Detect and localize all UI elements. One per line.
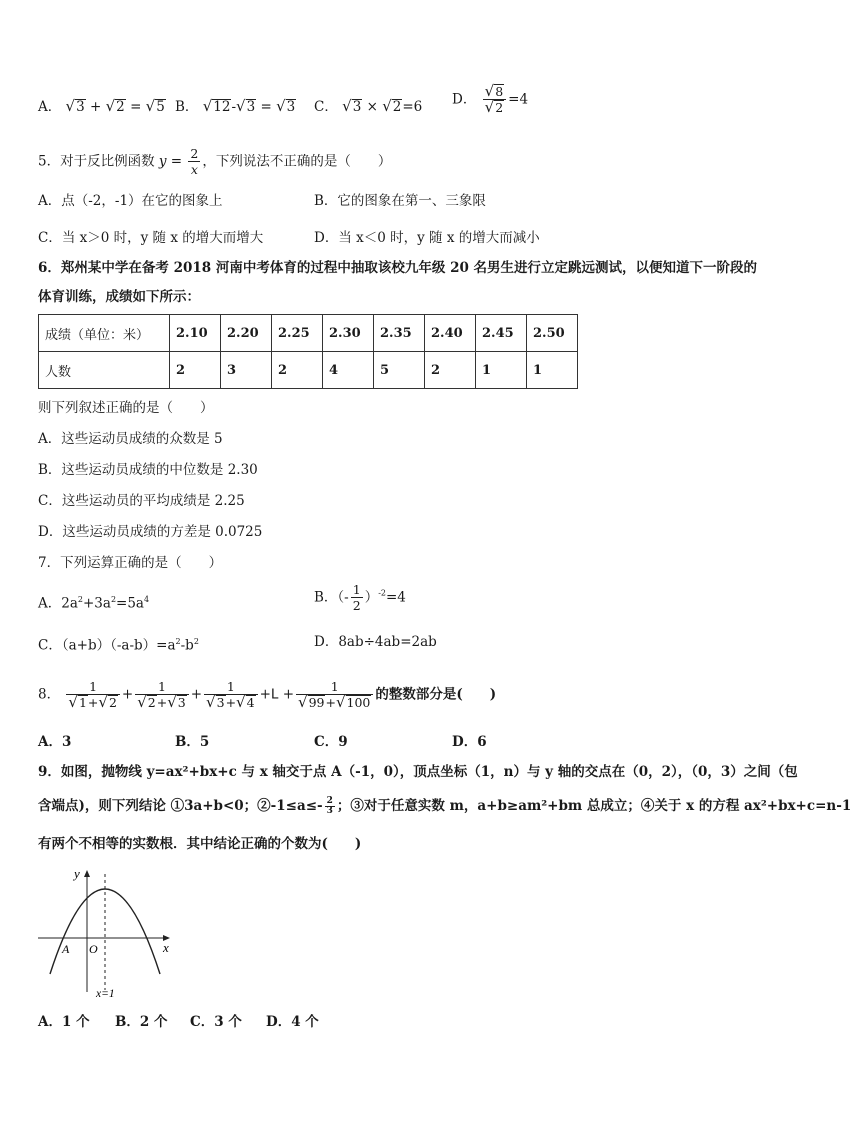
table-row — [39, 352, 578, 389]
q5-option-b: B．它的图象在第一、三象限 — [314, 193, 486, 209]
table-cell: 1 — [476, 352, 527, 389]
q7-option-c: C．$(a+b)(-a-b)=a^2-b^2$ — [38, 637, 199, 654]
sqrt-3: √3 — [65, 97, 85, 115]
fraction-2-over-x: $\frac{2}{x}$ — [190, 146, 199, 177]
q8-option-d: D．6 — [452, 734, 487, 750]
fraction-term-last: $\frac{1}{√99+√100}$ — [296, 679, 373, 710]
fraction-1-over-2: $\frac{1}{2}$ — [352, 582, 361, 613]
sqrt-3: √3 — [236, 97, 256, 115]
symmetry-axis-label: x=1 — [96, 988, 115, 1000]
table-cell: 2 — [425, 352, 476, 389]
x-axis-label: x — [163, 940, 169, 955]
q8-option-c: C．9 — [314, 734, 348, 750]
fraction-2-over-3: $\frac{2}{3}$ — [326, 796, 333, 816]
table-cell: 2.20 — [221, 315, 272, 352]
table-cell: 2.30 — [323, 315, 374, 352]
q6-stem-line2: 体育训练，成绩如下所示： — [38, 289, 200, 305]
table-cell: 2 — [170, 352, 221, 389]
y-axis-arrow — [84, 870, 90, 877]
q6-option-d: D．这些运动员成绩的方差是 0.0725 — [38, 524, 263, 540]
q5-option-a: A．点（-2，-1）在它的图象上 — [38, 193, 223, 209]
q9-option-b: B．2 个 — [115, 1014, 168, 1030]
table-cell: 2.50 — [527, 315, 578, 352]
q9-stem-line3: 有两个不相等的实数根．其中结论正确的个数为( ) — [38, 836, 362, 852]
fraction-sqrt8-over-sqrt2: $\frac{√8}{√2}$ — [483, 84, 507, 115]
fraction-term-2: $\frac{1}{√2+√3}$ — [135, 679, 189, 710]
sqrt-2: √2 — [382, 97, 402, 115]
q5-option-d: D．当 x＜0 时，y 随 x 的增大而减小 — [314, 230, 540, 246]
q4-option-d: D． $\frac{√8}{√2}$ =4 — [452, 82, 529, 116]
q9-stem-line2: 含端点)，则下列结论 ①3a+b<0；②-1≤a≤- $\frac{2}{3}$ ；③对于任意实数 m，a+b≥am²+bm 总成立；④关于 x 的方程 ax²+bx+c=n-1 — [38, 796, 851, 816]
table-header-cell: 成绩（单位：米） — [39, 315, 170, 352]
q6-question: 则下列叙述正确的是（ ） — [38, 400, 214, 416]
parabola-graph — [36, 866, 176, 1000]
fraction-term-3: $\frac{1}{√3+√4}$ — [204, 679, 258, 710]
q4-option-c: C． √3 × √2=6 — [314, 97, 423, 115]
table-cell: 2 — [272, 352, 323, 389]
fraction-term-1: $\frac{1}{√1+√2}$ — [66, 679, 120, 710]
q7-option-b: B．（- $\frac{1}{2}$ ）$^{-2}$=4 — [314, 582, 406, 613]
q7-option-d: D．8ab÷4ab=2ab — [314, 634, 437, 650]
q9-option-a: A．1 个 — [38, 1014, 90, 1030]
sqrt-3: √3 — [276, 97, 296, 115]
sqrt-5: √5 — [145, 97, 165, 115]
table-cell: 4 — [323, 352, 374, 389]
q6-option-b: B．这些运动员成绩的中位数是 2.30 — [38, 462, 258, 478]
table-cell: 2.35 — [374, 315, 425, 352]
table-cell: 2.40 — [425, 315, 476, 352]
table-cell: 1 — [527, 352, 578, 389]
table-cell: 5 — [374, 352, 425, 389]
parabola-curve — [50, 889, 160, 974]
table-header-cell: 人数 — [39, 352, 170, 389]
score-table — [38, 314, 578, 389]
q9-stem-line1: 9．如图，抛物线 y=ax²+bx+c 与 x 轴交于点 A（-1，0），顶点坐标（1，n）与 y 轴的交点在（0，2），（0，3）之间（包 — [38, 764, 798, 780]
table-cell: 2.45 — [476, 315, 527, 352]
table-row — [39, 315, 578, 352]
y-axis-label: y — [74, 866, 80, 881]
q7-option-a: A．$2a^2+3a^2=5a^4$ — [38, 595, 150, 612]
q8-stem: 8． $\frac{1}{√1+√2}$ + $\frac{1}{√2+√3}$ + $\frac{1}{√3+√4}$ +L + $\frac{1}{√99+√100}$ 的整数部分是( ) — [38, 679, 497, 711]
sqrt-2: √2 — [105, 97, 125, 115]
table-cell: 2.10 — [170, 315, 221, 352]
table-cell: 2.25 — [272, 315, 323, 352]
q5-option-c: C．当 x＞0 时，y 随 x 的增大而增大 — [38, 230, 264, 246]
point-a-label: A — [62, 942, 70, 956]
q6-stem-line1: 6．郑州某中学在备考 2018 河南中考体育的过程中抽取该校九年级 20 名男生进行立定跳远测试，以便知道下一阶段的 — [38, 260, 758, 276]
table-cell: 3 — [221, 352, 272, 389]
q5-stem: 5．对于反比例函数 y = $\frac{2}{x}$ ，下列说法不正确的是（ ） — [38, 146, 392, 177]
q9-option-d: D．4 个 — [266, 1014, 319, 1030]
q6-option-c: C．这些运动员的平均成绩是 2.25 — [38, 493, 245, 509]
origin-label: O — [89, 942, 98, 956]
q6-option-a: A．这些运动员成绩的众数是 5 — [38, 431, 223, 447]
sqrt-3: √3 — [342, 97, 362, 115]
q9-option-c: C．3 个 — [190, 1014, 242, 1030]
q4-option-a: A． √3 + √2 = √5 — [38, 97, 165, 115]
q4-option-b: B． √12-√3 = √3 — [175, 97, 296, 115]
q8-option-b: B．5 — [175, 734, 210, 750]
sqrt-12: √12 — [202, 97, 231, 115]
q7-stem: 7．下列运算正确的是（ ） — [38, 555, 223, 571]
q8-option-a: A．3 — [38, 734, 72, 750]
